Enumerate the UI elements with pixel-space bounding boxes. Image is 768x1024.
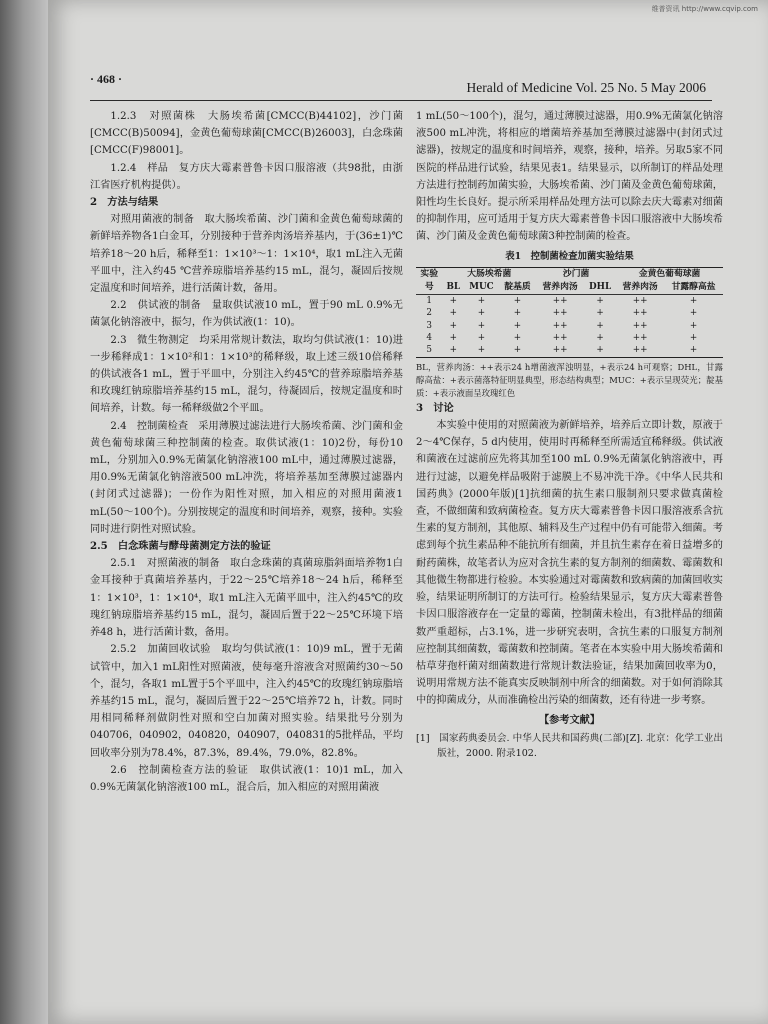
references-heading: 【参考文献】 — [538, 713, 601, 726]
table-row — [416, 307, 723, 319]
table-column-header: MUC — [464, 281, 499, 295]
right-column-top — [416, 108, 723, 246]
paragraph: 2.5.1 对照菌液的制备 取白念珠菌的真菌琼脂斜面培养物1白金耳接种于真菌培养基内，于22～25℃培养18～24 h后，稀释至1：1×10³，1：1×10⁴，取1 mL注入无菌平皿中，注入约45℃的玫瑰红钠琼脂培养基约15 mL，混匀，凝固后置于22～25℃环境下培养48 h，进行活菌计数，备用。 — [90, 558, 403, 639]
paragraph: 2.4 控制菌检查 采用薄膜过滤法进行大肠埃希菌、沙门菌和金黄色葡萄球菌三种控制菌的检查。取供试液(1：10)2份，每份10 mL，分别加入0.9%无菌氯化钠溶液100 mL中，通过薄膜过滤器，用0.9%无菌氯化钠溶液500 mL冲洗，将培养基加至薄膜过滤器内(封闭式过滤器)；一份作为阳性对照，加入相应的对照用菌液1 mL(50～100个)。分别按规定的温度和时间培养，观察，接种。实验同时进行阴性对照试验。 — [90, 420, 403, 535]
table-cell: + — [689, 295, 698, 306]
table-group-header: 沙门菌 — [562, 268, 590, 279]
table-group-header: 金黄色葡萄球菌 — [638, 268, 701, 279]
table-cell: + — [596, 295, 604, 306]
table-note: BL，营养肉汤：++表示24 h增菌液浑浊明显，+表示24 h可观察；DHL，甘露醇高盐：+表示菌落特征明显典型，形态结构典型；MUC：+表示呈现荧光；靛基质：+表示液面呈玫瑰红色 — [416, 361, 723, 398]
section-heading: 2.5 白念珠菌与酵母菌测定方法的验证 — [90, 540, 271, 553]
table-column-header: BL — [442, 281, 464, 295]
header-rule — [90, 100, 712, 101]
table-group-header: 大肠埃希菌 — [467, 268, 512, 279]
table-column-header: 营养肉汤 — [536, 281, 584, 295]
paragraph: 对照用菌液的制备 取大肠埃希菌、沙门菌和金黄色葡萄球菌的新鲜培养物各1白金耳，分别接种于营养肉汤培养基内，于(36±1)℃培养18～20 h后，稀释至1：1×10³～1：1×10⁴，取1 mL注入无菌平皿中，注入约45 ℃营养琼脂培养基约15 mL，混匀，凝固后按规定温度和时间培养，进行活菌计数，备用。 — [90, 214, 403, 295]
journal-page — [48, 0, 768, 1024]
table-cell: + — [477, 345, 486, 356]
watermark: 维普资讯 http://www.cqvip.com — [651, 5, 758, 13]
table-cell: 2 — [426, 308, 433, 319]
paragraph: 2.3 微生物测定 均采用常规计数法，取均匀供试液(1：10)进一步稀释成1：1×10²和1：1×10³的稀释级，取上述三级10倍稀释的供试液各1 mL，置于平皿中，分别注入约45℃的营养琼脂培养基和玫瑰红钠琼脂培养基约15 mL，混匀，待凝固后，按规定温度和时间培养，计数。每一稀释级做2个平皿。 — [90, 334, 403, 415]
journal-header: Herald of Medicine Vol. 25 No. 5 May 2006 — [466, 80, 706, 95]
table-cell: + — [513, 308, 522, 319]
paragraph: 1.2.3 对照菌株 大肠埃希菌[CMCC(B)44102]，沙门菌[CMCC(B)50094]，金黄色葡萄球菌[CMCC(B)26003]，白念珠菌[CMCC(F)98001]。 — [90, 111, 403, 157]
table-column-header: 号 — [416, 281, 442, 295]
table-title: 表1 控制菌检查加菌实验结果 — [505, 250, 634, 262]
table-row — [416, 344, 723, 357]
table-row — [416, 320, 723, 332]
right-column — [416, 108, 723, 761]
table-column-header: 营养肉汤 — [616, 281, 664, 295]
table-cell: + — [449, 308, 457, 319]
table-cell: + — [596, 333, 604, 344]
table-cell: + — [477, 295, 486, 306]
table-column-header: 靛基质 — [499, 281, 536, 295]
paragraph: 2.2 供试液的制备 量取供试液10 mL，置于90 mL 0.9%无菌氯化钠溶液中，振匀，作为供试液(1：10)。 — [90, 300, 403, 329]
table-column-header: DHL — [584, 281, 616, 295]
table-cell: ++ — [552, 345, 568, 356]
paragraph: 2.5.2 加菌回收试验 取均匀供试液(1：10)9 mL，置于无菌试管中，加入1 mL阳性对照菌液，使每毫升溶液含对照菌约30～50个，混匀，各取1 mL置于5个平皿中，注入约45℃的玫瑰红钠琼脂培养基约15 mL，混匀，凝固后置于22～25℃培养72 h，计数。同时用相同稀释剂做阴性对照和空白加菌对照实验。结果批号分别为040706，040902，040820，040907，040831的5批样品，平均回收率分别为78.4%，87.3%，89.4%，79.0%，82.8%。 — [90, 644, 403, 759]
table-cell: ++ — [632, 320, 648, 331]
right-column-bottom — [416, 400, 723, 761]
table-column-header: 甘露醇高盐 — [664, 281, 723, 295]
table-cell: + — [689, 308, 698, 319]
table-cell: + — [689, 320, 698, 331]
table-subheader-row — [416, 281, 723, 295]
table-cell: + — [689, 345, 698, 356]
table-cell: + — [477, 320, 486, 331]
table-cell: + — [477, 308, 486, 319]
table-cell: + — [449, 333, 457, 344]
table-cell: 4 — [426, 333, 433, 344]
table-cell: ++ — [632, 308, 648, 319]
table-row — [416, 294, 723, 307]
table-cell: + — [596, 308, 604, 319]
table-cell: ++ — [552, 308, 568, 319]
page-number: · 468 · — [90, 72, 123, 86]
table-cell: + — [513, 320, 522, 331]
table-cell: + — [689, 333, 698, 344]
table-body — [416, 294, 723, 357]
table-cell: ++ — [552, 333, 568, 344]
paragraph: 1 mL(50～100个)，混匀，通过薄膜过滤器，用0.9%无菌氯化钠溶液500 mL冲洗，将相应的增菌培养基加至薄膜过滤器中(封闭式过滤器)，按规定的温度和时间培养，观察，接种，培养。另取5家不同医院的样品进行试验，结果见表1。结果显示，以所制订的样品处理方法进行控制药加菌实验，大肠埃希菌、沙门菌及金黄色葡萄球菌，阳性均生长良好。提示所采用样品处理方法可以除去庆大霉素对细菌的抑制作用，应可适用于复方庆大霉素普鲁卡因口服溶液中大肠埃希菌、沙门菌及金黄色葡萄球菌3种控制菌的检查。 — [416, 111, 723, 243]
section-heading: 2 方法与结果 — [90, 196, 159, 209]
table-cell: + — [596, 320, 604, 331]
table-1 — [416, 248, 723, 400]
table-cell: ++ — [632, 345, 648, 356]
table-cell: + — [477, 333, 486, 344]
book-binding — [0, 0, 52, 1024]
table-group-header: 实验 — [420, 268, 439, 279]
table-cell: ++ — [552, 295, 568, 306]
table-cell: + — [449, 320, 457, 331]
table-cell: + — [513, 333, 522, 344]
left-column — [90, 108, 403, 796]
reference-item: [1] 国家药典委员会. 中华人民共和国药典(二部)[Z]. 北京：化学工业出版社，2000. 附录102. — [416, 732, 723, 759]
table-cell: 3 — [426, 320, 433, 331]
table-row — [416, 332, 723, 344]
table-cell: + — [449, 345, 457, 356]
table-cell: + — [596, 345, 604, 356]
paragraph: 1.2.4 样品 复方庆大霉素普鲁卡因口服溶液（共98批，由浙江省医疗机构提供）。 — [90, 162, 403, 191]
table-cell: 1 — [426, 295, 433, 306]
table-cell: ++ — [632, 295, 648, 306]
table-cell: ++ — [552, 320, 568, 331]
section-heading: 3 讨论 — [416, 401, 454, 414]
table-cell: + — [513, 295, 522, 306]
table-cell: + — [513, 345, 522, 356]
table-cell: ++ — [632, 333, 648, 344]
table-cell: 5 — [426, 345, 433, 356]
table-cell: + — [449, 295, 457, 306]
paragraph: 本实验中使用的对照菌液为新鲜培养，培养后立即计数，原液于2～4℃保存，5 d内使用，使用时再稀释至所需适宜稀释级。供试液和菌液在过滤前应先将其加至100 mL 0.9%无菌氯化钠溶液中，再进行过滤，以避免样品吸附于滤膜上不易冲洗干净。《中华人民共和国药典》(2000年版)[1]抗细菌的抗生素口服制剂只要求做真菌检查，不做细菌和致病菌检查。复方庆大霉素普鲁卡因口服溶液系含抗生素的复方制剂，其他原、辅料及生产过程中仍有可能带入细菌。考虑到每个抗生素品种不能抗所有细菌，并且抗生素存在着日益增多的耐药菌株，故笔者认为应对含抗生素的复方制剂的细菌数、霉菌数和其他微生物都进行检验。本实验通过对霉菌数和致病菌的加菌回收实验，结果证明所制订的方法可行。检验结果显示，复方庆大霉素普鲁卡因口服溶液存在一定量的霉菌，控制菌未检出，有3批样品的细菌数严重超标，占3.1%，进一步研究表明，含抗生素的口服复方制剂应控制其细菌数，霉菌数和控制菌。笔者在本实验中用大肠埃希菌和枯草芽孢杆菌对细菌数进行常规计数法验证，结果加菌回收率为0，说明用常规方法不能真实反映制剂中所含的细菌数。对于如何消除其中的抑菌成分，从而准确检出污染的细菌数，还有待进一步考察。 — [416, 420, 723, 707]
paragraph: 2.6 控制菌检查方法的验证 取供试液(1：10)1 mL，加入0.9%无菌氯化钠溶液100 mL，混合后，加入相应的对照用菌液 — [90, 764, 403, 793]
results-table — [416, 267, 723, 358]
